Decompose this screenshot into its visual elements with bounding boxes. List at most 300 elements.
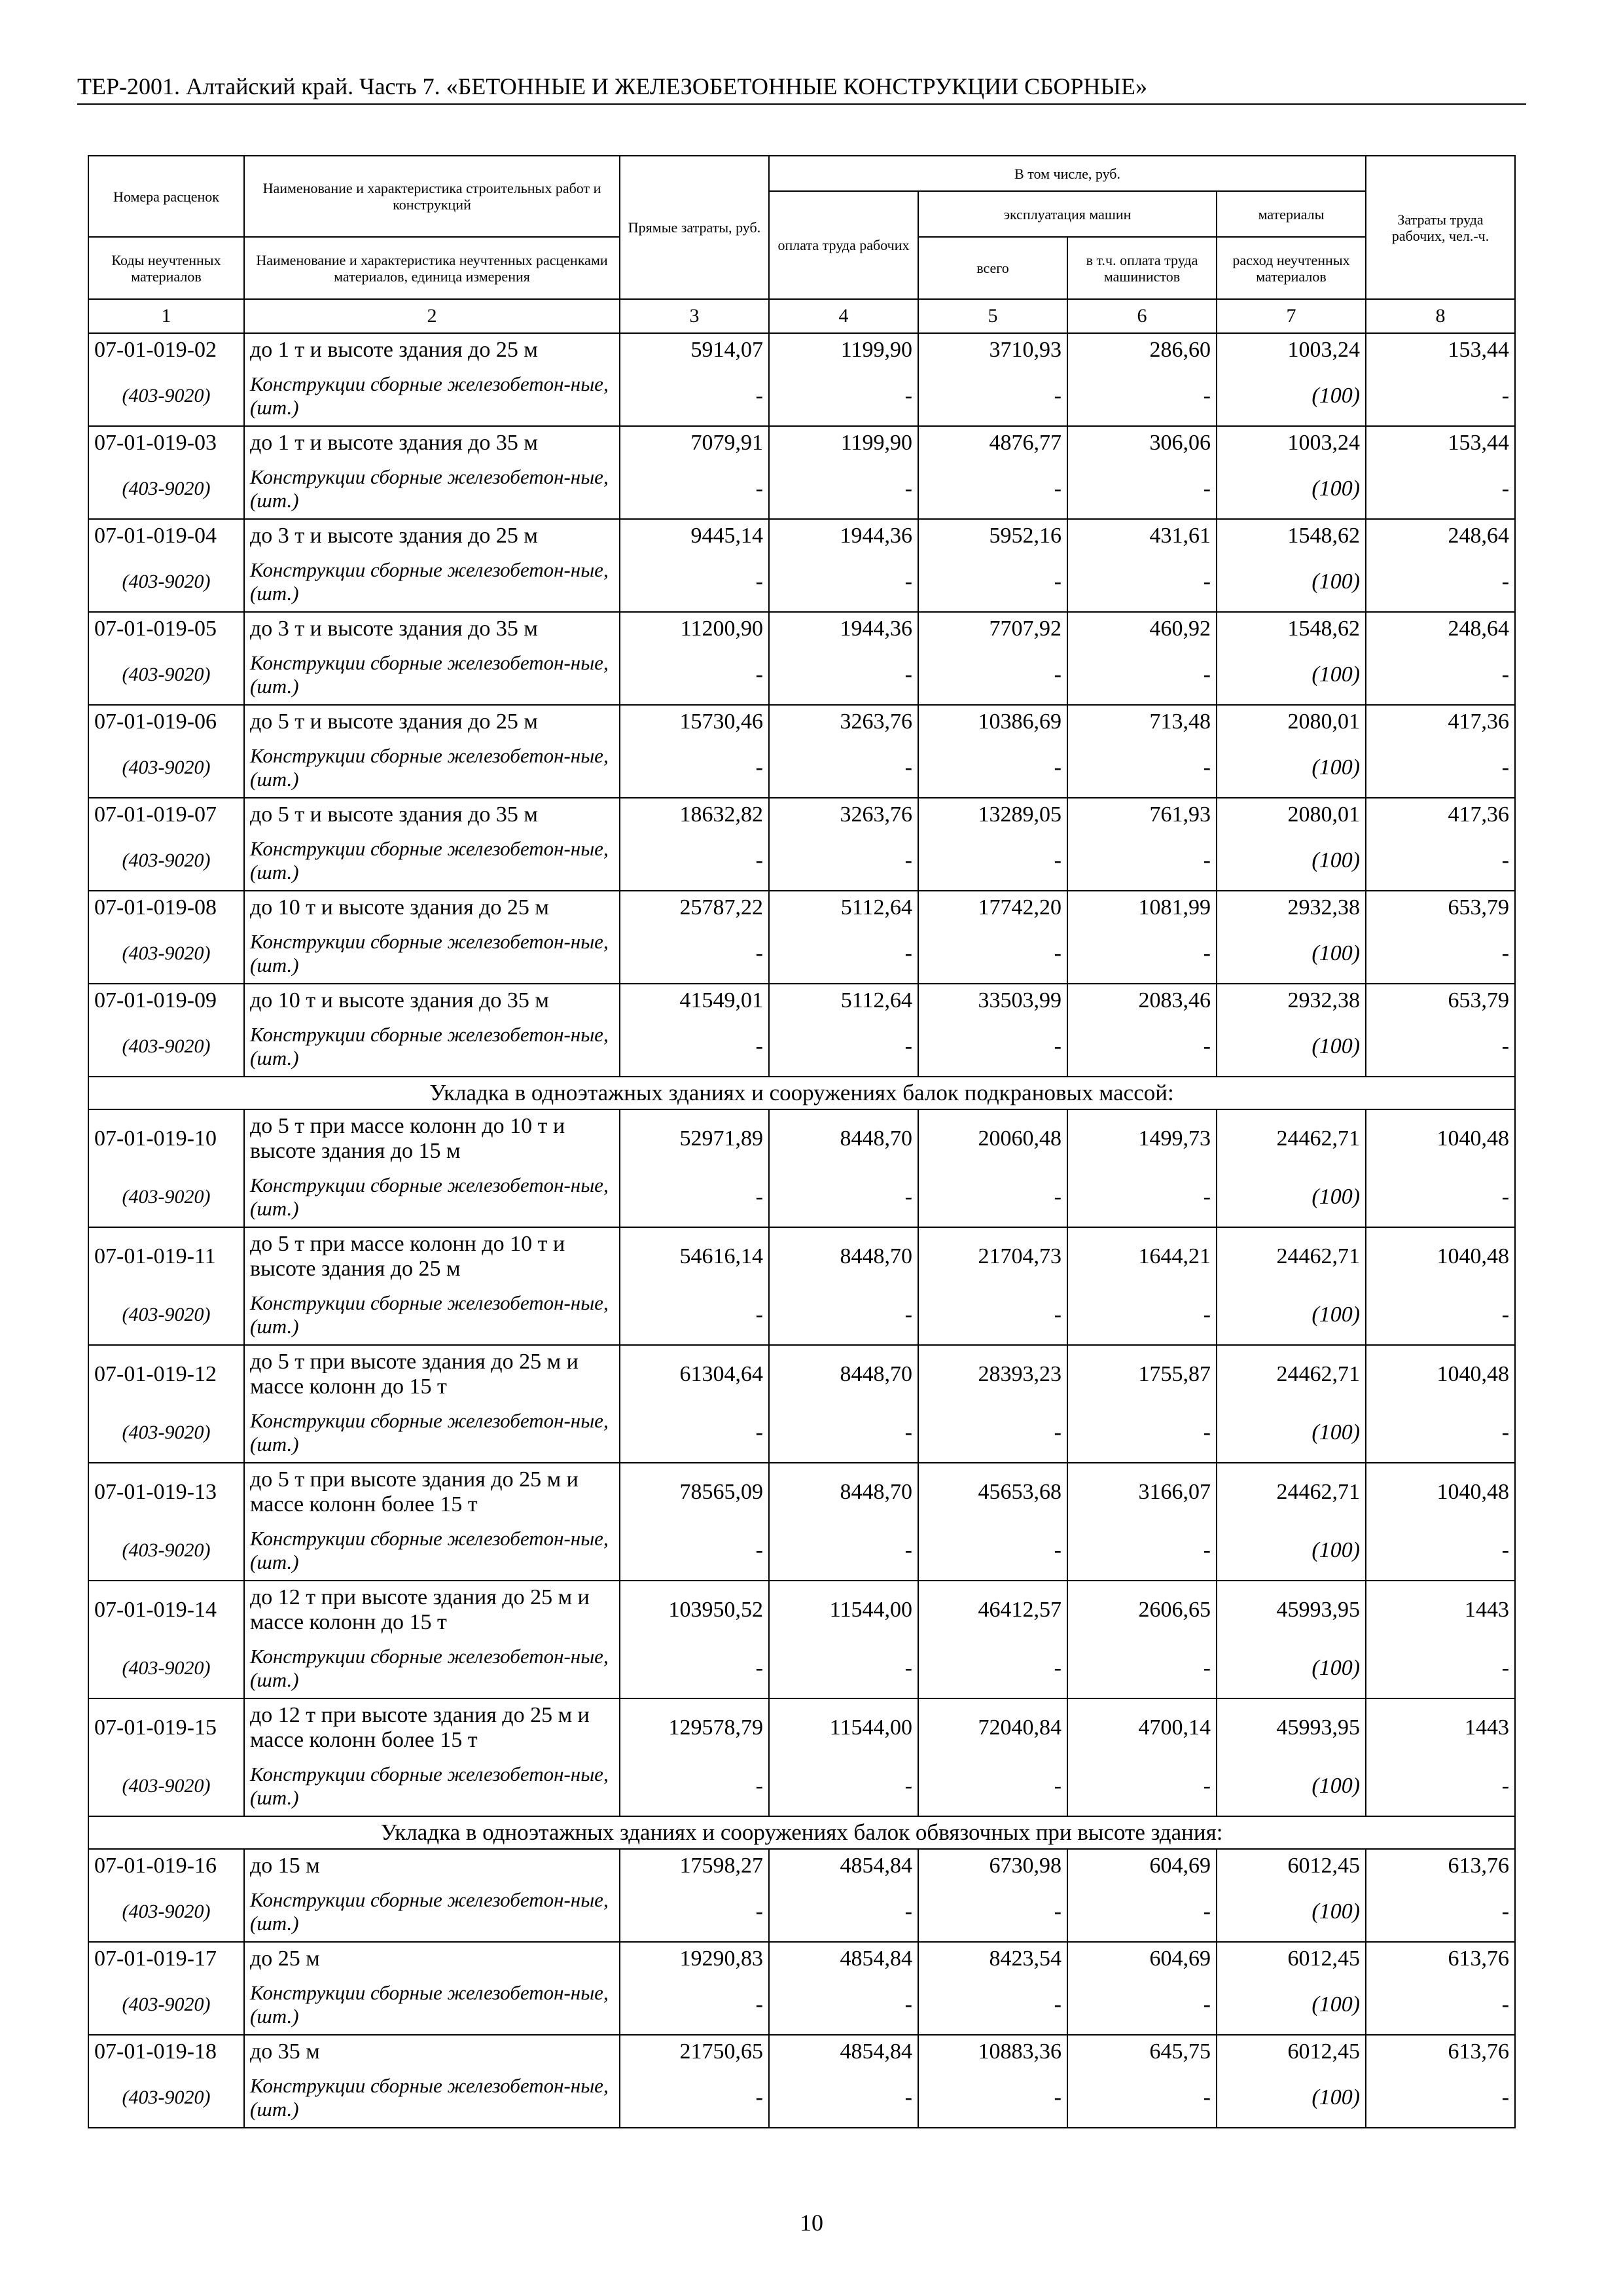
dash-cell: - [769,1521,918,1581]
rate-row [88,426,1515,459]
dash-cell: - [769,1757,918,1816]
material-quantity: (100) [1217,1975,1366,2035]
machinist-labor-cost: 2083,46 [1067,984,1217,1017]
material-code: (403-9020) [88,1285,244,1345]
labor-cost: 4854,84 [769,1942,918,1975]
machinist-labor-cost: 3166,07 [1067,1463,1217,1521]
rate-row [88,1581,1515,1639]
machinist-labor-cost: 645,75 [1067,2035,1217,2068]
labor-cost: 1944,36 [769,612,918,645]
dash-cell: - [1067,831,1217,891]
material-row [88,645,1515,705]
dash-cell: - [1067,1521,1217,1581]
direct-cost: 41549,01 [620,984,769,1017]
material-row [88,2068,1515,2128]
direct-cost: 21750,65 [620,2035,769,2068]
material-row [88,924,1515,984]
dash-cell: - [620,459,769,519]
head-col5: всего [918,237,1067,299]
dash-cell: - [769,552,918,612]
dash-cell: - [620,1975,769,2035]
material-name: Конструкции сборные железобетон-ные, (шт.) [244,738,620,798]
dash-cell: - [1067,2068,1217,2128]
dash-cell: - [1067,1403,1217,1463]
labor-hours: 653,79 [1366,984,1515,1017]
labor-cost: 5112,64 [769,984,918,1017]
dash-cell: - [1067,459,1217,519]
page-number: 10 [800,2210,823,2236]
labor-hours: 417,36 [1366,705,1515,738]
material-name: Конструкции сборные железобетон-ные, (шт.) [244,1285,620,1345]
labor-hours: 613,76 [1366,2035,1515,2068]
dash-cell: - [620,1285,769,1345]
material-code: (403-9020) [88,1017,244,1077]
material-quantity: (100) [1217,1639,1366,1698]
rate-name: до 1 т и высоте здания до 35 м [244,426,620,459]
dash-cell: - [918,552,1067,612]
labor-cost: 4854,84 [769,2035,918,2068]
direct-cost: 61304,64 [620,1345,769,1403]
rate-code: 07-01-019-11 [88,1227,244,1285]
column-number: 7 [1217,299,1366,333]
direct-cost: 78565,09 [620,1463,769,1521]
section-row [88,1077,1515,1109]
labor-cost: 11544,00 [769,1698,918,1757]
machinist-labor-cost: 604,69 [1067,1849,1217,1882]
material-cost: 24462,71 [1217,1227,1366,1285]
dash-cell: - [1067,1757,1217,1816]
rate-code: 07-01-019-15 [88,1698,244,1757]
material-row [88,459,1515,519]
dash-cell: - [1067,924,1217,984]
material-cost: 6012,45 [1217,2035,1366,2068]
dash-cell: - [1366,1639,1515,1698]
rate-name: до 10 т и высоте здания до 35 м [244,984,620,1017]
machine-cost: 8423,54 [918,1942,1067,1975]
head-col3: Прямые затраты, руб. [620,156,769,299]
labor-cost: 3263,76 [769,798,918,831]
material-row [88,1017,1515,1077]
machinist-labor-cost: 1499,73 [1067,1109,1217,1168]
rate-name: до 5 т и высоте здания до 35 м [244,798,620,831]
rate-code: 07-01-019-16 [88,1849,244,1882]
material-row [88,367,1515,426]
rate-row [88,1345,1515,1403]
machine-cost: 7707,92 [918,612,1067,645]
material-row [88,552,1515,612]
dash-cell: - [1067,738,1217,798]
rate-row [88,1227,1515,1285]
material-row [88,1521,1515,1581]
material-quantity: (100) [1217,1168,1366,1227]
head-col7: расход неучтенных материалов [1217,237,1366,299]
machinist-labor-cost: 4700,14 [1067,1698,1217,1757]
rate-code: 07-01-019-04 [88,519,244,552]
section-title: Укладка в одноэтажных зданиях и сооружениях балок обвязочных при высоте здания: [88,1816,1515,1849]
dash-cell: - [769,831,918,891]
rate-code: 07-01-019-13 [88,1463,244,1521]
material-cost: 24462,71 [1217,1463,1366,1521]
labor-cost: 8448,70 [769,1109,918,1168]
head-materials: материалы [1217,191,1366,237]
labor-cost: 4854,84 [769,1849,918,1882]
material-cost: 1548,62 [1217,519,1366,552]
dash-cell: - [918,1639,1067,1698]
dash-cell: - [620,1757,769,1816]
dash-cell: - [918,1521,1067,1581]
dash-cell: - [918,367,1067,426]
machine-cost: 72040,84 [918,1698,1067,1757]
rate-code: 07-01-019-02 [88,333,244,367]
dash-cell: - [1366,1017,1515,1077]
material-row [88,738,1515,798]
rate-row [88,1109,1515,1168]
rate-name: до 25 м [244,1942,620,1975]
labor-hours: 1443 [1366,1698,1515,1757]
material-quantity: (100) [1217,2068,1366,2128]
material-name: Конструкции сборные железобетон-ные, (шт.) [244,459,620,519]
material-code: (403-9020) [88,1403,244,1463]
dash-cell: - [918,1403,1067,1463]
rate-code: 07-01-019-06 [88,705,244,738]
material-quantity: (100) [1217,367,1366,426]
material-cost: 2080,01 [1217,705,1366,738]
rate-name: до 15 м [244,1849,620,1882]
dash-cell: - [769,367,918,426]
dash-cell: - [620,552,769,612]
material-quantity: (100) [1217,1403,1366,1463]
section-row [88,1816,1515,1849]
machinist-labor-cost: 604,69 [1067,1942,1217,1975]
machinist-labor-cost: 1081,99 [1067,891,1217,924]
dash-cell: - [620,1882,769,1942]
direct-cost: 103950,52 [620,1581,769,1639]
dash-cell: - [1366,645,1515,705]
machine-cost: 20060,48 [918,1109,1067,1168]
head-col2-bottom: Наименование и характеристика неучтенных расценками материалов, единица измерения [244,237,620,299]
table-body [88,333,1515,2128]
direct-cost: 52971,89 [620,1109,769,1168]
machinist-labor-cost: 460,92 [1067,612,1217,645]
dash-cell: - [769,1639,918,1698]
dash-cell: - [620,924,769,984]
material-name: Конструкции сборные железобетон-ные, (шт.) [244,1521,620,1581]
column-number: 4 [769,299,918,333]
material-cost: 45993,95 [1217,1698,1366,1757]
direct-cost: 15730,46 [620,705,769,738]
material-cost: 24462,71 [1217,1109,1366,1168]
rate-row [88,1698,1515,1757]
material-quantity: (100) [1217,459,1366,519]
rate-row [88,891,1515,924]
machinist-labor-cost: 713,48 [1067,705,1217,738]
head-col1-bottom: Коды неучтенных материалов [88,237,244,299]
dash-cell: - [918,2068,1067,2128]
material-code: (403-9020) [88,738,244,798]
rate-code: 07-01-019-09 [88,984,244,1017]
material-name: Конструкции сборные железобетон-ные, (шт.) [244,645,620,705]
labor-cost: 11544,00 [769,1581,918,1639]
dash-cell: - [1366,1168,1515,1227]
material-cost: 6012,45 [1217,1942,1366,1975]
dash-cell: - [620,1017,769,1077]
dash-cell: - [769,1285,918,1345]
rate-row [88,1849,1515,1882]
machine-cost: 10386,69 [918,705,1067,738]
machine-cost: 13289,05 [918,798,1067,831]
column-numbers-row [88,299,1515,333]
dash-cell: - [769,2068,918,2128]
dash-cell: - [1366,1975,1515,2035]
labor-cost: 1199,90 [769,426,918,459]
material-quantity: (100) [1217,738,1366,798]
direct-cost: 54616,14 [620,1227,769,1285]
dash-cell: - [918,738,1067,798]
dash-cell: - [769,738,918,798]
dash-cell: - [1366,1521,1515,1581]
direct-cost: 129578,79 [620,1698,769,1757]
rate-code: 07-01-019-10 [88,1109,244,1168]
material-code: (403-9020) [88,924,244,984]
material-quantity: (100) [1217,924,1366,984]
machine-cost: 33503,99 [918,984,1067,1017]
material-quantity: (100) [1217,1757,1366,1816]
dash-cell: - [1067,645,1217,705]
rate-row [88,1463,1515,1521]
material-cost: 2932,38 [1217,984,1366,1017]
dash-cell: - [918,924,1067,984]
rate-row [88,1942,1515,1975]
material-cost: 1003,24 [1217,333,1366,367]
dash-cell: - [1067,552,1217,612]
rate-name: до 5 т и высоте здания до 25 м [244,705,620,738]
material-code: (403-9020) [88,367,244,426]
material-row [88,1285,1515,1345]
column-number: 5 [918,299,1067,333]
rate-code: 07-01-019-12 [88,1345,244,1403]
machine-cost: 46412,57 [918,1581,1067,1639]
head-col4: оплата труда рабочих [769,191,918,299]
rate-code: 07-01-019-18 [88,2035,244,2068]
dash-cell: - [1366,367,1515,426]
machinist-labor-cost: 286,60 [1067,333,1217,367]
material-name: Конструкции сборные железобетон-ные, (шт.) [244,367,620,426]
machinist-labor-cost: 431,61 [1067,519,1217,552]
labor-hours: 248,64 [1366,612,1515,645]
direct-cost: 11200,90 [620,612,769,645]
material-cost: 6012,45 [1217,1849,1366,1882]
rate-row [88,612,1515,645]
machine-cost: 28393,23 [918,1345,1067,1403]
labor-hours: 1443 [1366,1581,1515,1639]
section-title: Укладка в одноэтажных зданиях и сооружениях балок подкрановых массой: [88,1077,1515,1109]
rate-name: до 5 т при высоте здания до 25 м и массе колонн более 15 т [244,1463,620,1521]
dash-cell: - [1067,1639,1217,1698]
rate-row [88,705,1515,738]
dash-cell: - [1366,1285,1515,1345]
dash-cell: - [769,1975,918,2035]
material-row [88,1975,1515,2035]
material-cost: 1548,62 [1217,612,1366,645]
labor-cost: 8448,70 [769,1345,918,1403]
material-code: (403-9020) [88,831,244,891]
dash-cell: - [1366,1882,1515,1942]
dash-cell: - [1067,1882,1217,1942]
machine-cost: 5952,16 [918,519,1067,552]
dash-cell: - [1366,1403,1515,1463]
material-row [88,831,1515,891]
rate-name: до 5 т при высоте здания до 25 м и массе колонн до 15 т [244,1345,620,1403]
rate-name: до 12 т при высоте здания до 25 м и массе колонн до 15 т [244,1581,620,1639]
material-name: Конструкции сборные железобетон-ные, (шт.) [244,1639,620,1698]
rate-name: до 10 т и высоте здания до 25 м [244,891,620,924]
dash-cell: - [620,1403,769,1463]
rate-name: до 35 м [244,2035,620,2068]
material-name: Конструкции сборные железобетон-ные, (шт.) [244,924,620,984]
dash-cell: - [1067,1017,1217,1077]
labor-hours: 653,79 [1366,891,1515,924]
column-number: 6 [1067,299,1217,333]
rate-code: 07-01-019-17 [88,1942,244,1975]
labor-hours: 153,44 [1366,333,1515,367]
material-code: (403-9020) [88,1168,244,1227]
rate-code: 07-01-019-05 [88,612,244,645]
material-cost: 2080,01 [1217,798,1366,831]
material-quantity: (100) [1217,1017,1366,1077]
direct-cost: 9445,14 [620,519,769,552]
labor-cost: 1199,90 [769,333,918,367]
rate-name: до 5 т при массе колонн до 10 т и высоте здания до 25 м [244,1227,620,1285]
material-quantity: (100) [1217,552,1366,612]
labor-cost: 5112,64 [769,891,918,924]
machinist-labor-cost: 306,06 [1067,426,1217,459]
material-name: Конструкции сборные железобетон-ные, (шт.) [244,2068,620,2128]
dash-cell: - [1366,738,1515,798]
machinist-labor-cost: 1644,21 [1067,1227,1217,1285]
column-number: 2 [244,299,620,333]
machine-cost: 21704,73 [918,1227,1067,1285]
dash-cell: - [1366,831,1515,891]
material-cost: 2932,38 [1217,891,1366,924]
dash-cell: - [918,459,1067,519]
rate-row [88,519,1515,552]
material-name: Конструкции сборные железобетон-ные, (шт.) [244,552,620,612]
material-code: (403-9020) [88,2068,244,2128]
dash-cell: - [620,1521,769,1581]
machinist-labor-cost: 761,93 [1067,798,1217,831]
page-header: ТЕР-2001. Алтайский край. Часть 7. «БЕТОННЫЕ И ЖЕЛЕЗОБЕТОННЫЕ КОНСТРУКЦИИ СБОРНЫЕ» [77,72,1526,105]
dash-cell: - [918,1168,1067,1227]
labor-hours: 1040,48 [1366,1463,1515,1521]
dash-cell: - [918,1757,1067,1816]
material-row [88,1403,1515,1463]
dash-cell: - [769,924,918,984]
rate-code: 07-01-019-08 [88,891,244,924]
dash-cell: - [620,367,769,426]
column-number: 3 [620,299,769,333]
labor-hours: 613,76 [1366,1849,1515,1882]
direct-cost: 7079,91 [620,426,769,459]
rate-name: до 1 т и высоте здания до 25 м [244,333,620,367]
rate-name: до 5 т при массе колонн до 10 т и высоте здания до 15 м [244,1109,620,1168]
dash-cell: - [918,645,1067,705]
head-group: В том числе, руб. [769,156,1366,191]
rate-name: до 12 т при высоте здания до 25 м и массе колонн более 15 т [244,1698,620,1757]
labor-hours: 248,64 [1366,519,1515,552]
dash-cell: - [918,1975,1067,2035]
dash-cell: - [620,1168,769,1227]
dash-cell: - [769,1403,918,1463]
material-cost: 24462,71 [1217,1345,1366,1403]
column-number: 1 [88,299,244,333]
head-col2-top: Наименование и характеристика строительных работ и конструкций [244,156,620,237]
labor-hours: 153,44 [1366,426,1515,459]
material-code: (403-9020) [88,1521,244,1581]
material-row [88,1882,1515,1942]
dash-cell: - [620,738,769,798]
labor-hours: 1040,48 [1366,1109,1515,1168]
labor-hours: 613,76 [1366,1942,1515,1975]
material-name: Конструкции сборные железобетон-ные, (шт.) [244,1168,620,1227]
material-name: Конструкции сборные железобетон-ные, (шт.) [244,831,620,891]
dash-cell: - [1366,459,1515,519]
direct-cost: 17598,27 [620,1849,769,1882]
machine-cost: 4876,77 [918,426,1067,459]
dash-cell: - [1067,1168,1217,1227]
material-quantity: (100) [1217,1882,1366,1942]
rates-table [88,155,1516,2128]
material-row [88,1757,1515,1816]
rate-row [88,984,1515,1017]
machinist-labor-cost: 1755,87 [1067,1345,1217,1403]
machine-cost: 6730,98 [918,1849,1067,1882]
material-code: (403-9020) [88,1757,244,1816]
dash-cell: - [769,1168,918,1227]
dash-cell: - [1067,367,1217,426]
dash-cell: - [620,645,769,705]
dash-cell: - [769,459,918,519]
rate-name: до 3 т и высоте здания до 25 м [244,519,620,552]
labor-hours: 1040,48 [1366,1227,1515,1285]
rate-row [88,2035,1515,2068]
rate-row [88,798,1515,831]
material-cost: 45993,95 [1217,1581,1366,1639]
labor-cost: 3263,76 [769,705,918,738]
labor-hours: 1040,48 [1366,1345,1515,1403]
rate-code: 07-01-019-14 [88,1581,244,1639]
dash-cell: - [1366,2068,1515,2128]
dash-cell: - [918,1017,1067,1077]
dash-cell: - [1067,1975,1217,2035]
rate-code: 07-01-019-03 [88,426,244,459]
head-machines: эксплуатация машин [918,191,1217,237]
dash-cell: - [769,1882,918,1942]
machine-cost: 17742,20 [918,891,1067,924]
dash-cell: - [918,1882,1067,1942]
material-quantity: (100) [1217,1521,1366,1581]
machine-cost: 45653,68 [918,1463,1067,1521]
machinist-labor-cost: 2606,65 [1067,1581,1217,1639]
material-name: Конструкции сборные железобетон-ные, (шт.) [244,1882,620,1942]
head-col6: в т.ч. оплата труда машинистов [1067,237,1217,299]
material-quantity: (100) [1217,831,1366,891]
machine-cost: 3710,93 [918,333,1067,367]
material-code: (403-9020) [88,552,244,612]
material-cost: 1003,24 [1217,426,1366,459]
material-quantity: (100) [1217,645,1366,705]
labor-cost: 1944,36 [769,519,918,552]
dash-cell: - [918,831,1067,891]
